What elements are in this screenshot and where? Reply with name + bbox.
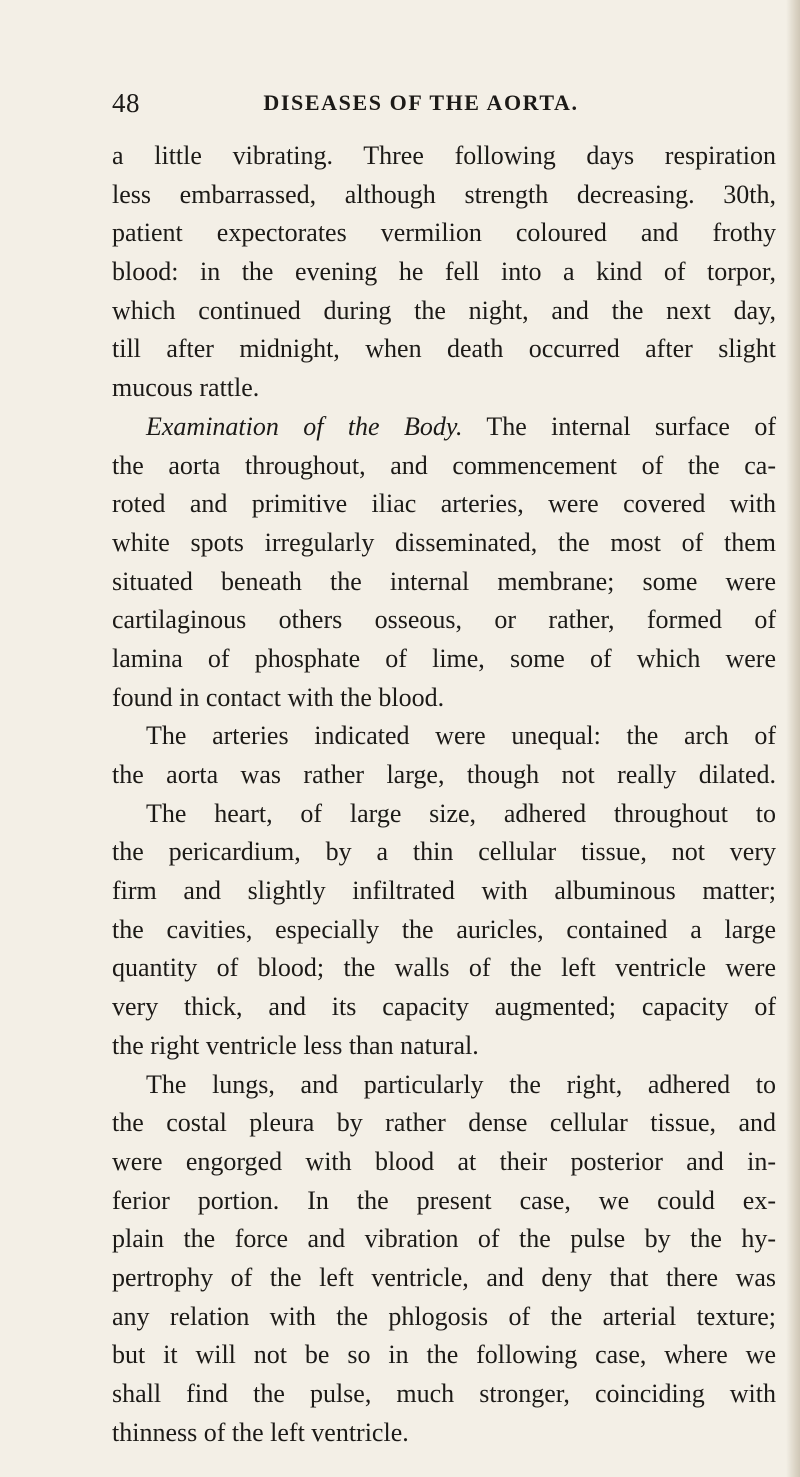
text-line: blood: in the evening he fell into a kind of torpor, — [112, 257, 776, 287]
text-line: mucous rattle. — [112, 373, 260, 403]
text-line: found in contact with the blood. — [112, 682, 445, 712]
section-heading-rest: The internal surface of — [462, 411, 777, 441]
text-line: quantity of blood; the walls of the left ventricle were — [112, 953, 776, 983]
text-line: cartilaginous others osseous, or rather, formed of — [112, 605, 776, 635]
text-line: lamina of phosphate of lime, some of which were — [112, 643, 776, 673]
text-line: the aorta was rather large, though not really dilated. — [112, 760, 776, 789]
text-line: which continued during the night, and the next day, — [112, 295, 776, 325]
text-line: plain the force and vibration of the pulse by the hy- — [112, 1224, 776, 1254]
text-line: till after midnight, when death occurred after slight — [112, 334, 776, 364]
text-line: any relation with the phlogosis of the arterial texture; — [112, 1301, 776, 1331]
running-title: DISEASES OF THE AORTA. — [263, 90, 579, 115]
text-line: firm and slightly infiltrated with albuminous matter; — [112, 876, 776, 906]
text-line: were engorged with blood at their posterior and in- — [112, 1146, 776, 1176]
text-line: white spots irregularly disseminated, the most of them — [112, 527, 776, 557]
body-text — [112, 137, 776, 1452]
text-line: The arteries indicated were unequal: the arch of — [146, 721, 776, 751]
text-line: the cavities, especially the auricles, contained a large — [112, 914, 776, 944]
text-line: but it will not be so in the following case, where we — [112, 1340, 776, 1370]
page-edge — [786, 0, 800, 1477]
text-line: The heart, of large size, adhered throughout to — [146, 798, 776, 828]
text-line: situated beneath the internal membrane; some were — [112, 566, 776, 596]
text-line: the right ventricle less than natural. — [112, 1030, 479, 1060]
text-line: less embarrassed, although strength decreasing. 30th, — [112, 179, 776, 209]
section-heading-line — [112, 408, 776, 447]
text-line: ferior portion. In the present case, we could ex- — [112, 1185, 776, 1215]
text-line: shall find the pulse, much stronger, coinciding with — [112, 1379, 776, 1408]
text-line: pertrophy of the left ventricle, and deny that there was — [112, 1262, 776, 1292]
text-line: roted and primitive iliac arteries, were covered with — [112, 489, 776, 519]
running-head — [112, 88, 730, 128]
text-line: the aorta throughout, and commencement of the ca- — [112, 450, 776, 480]
text-line: patient expectorates vermilion coloured and frothy — [112, 218, 776, 248]
page-number: 48 — [112, 88, 140, 118]
section-heading: Examination of the Body. — [146, 411, 463, 441]
text-line: The lungs, and particularly the right, adhered to — [146, 1069, 776, 1099]
text-line: very thick, and its capacity augmented; capacity of — [112, 992, 776, 1022]
text-line: a little vibrating. Three following days respiration — [112, 141, 776, 170]
text-line: the costal pleura by rather dense cellular tissue, and — [112, 1108, 776, 1138]
text-line: thinness of the left ventricle. — [112, 1417, 409, 1447]
text-line: the pericardium, by a thin cellular tissue, not very — [112, 837, 776, 867]
